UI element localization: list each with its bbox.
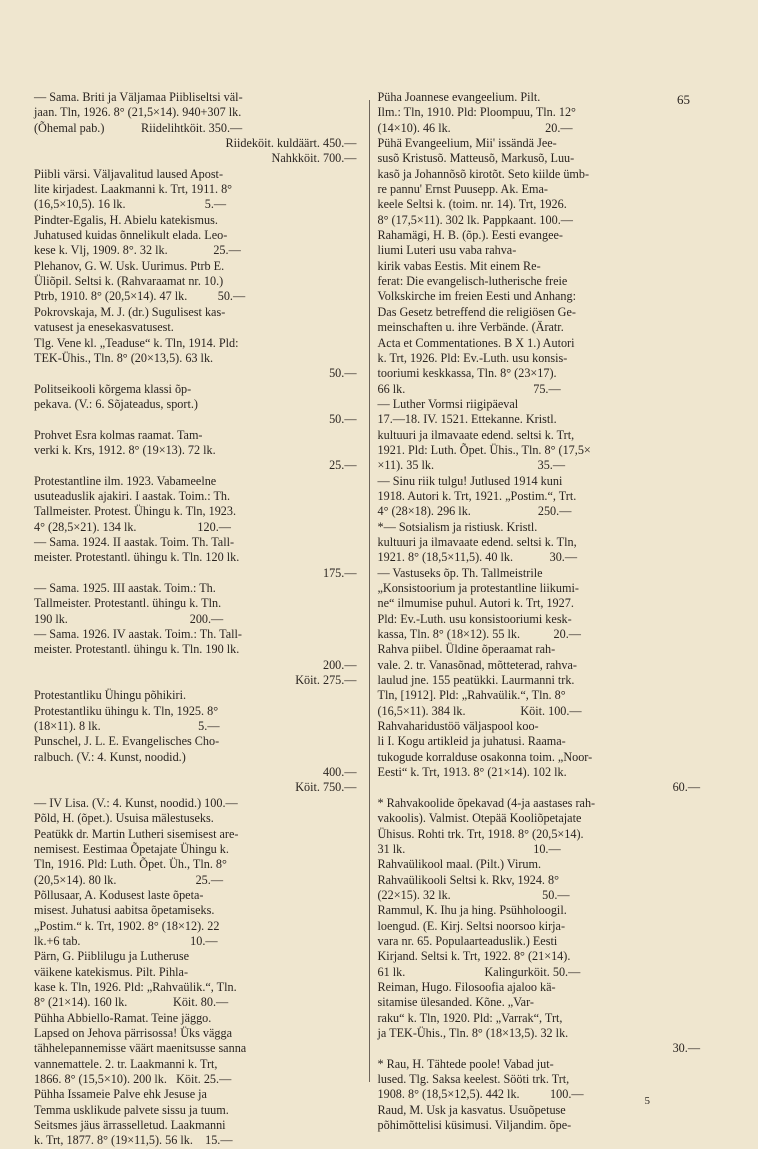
bibliography-entry <box>34 811 357 888</box>
entry-line: 200.— <box>322 657 357 672</box>
entry-line: tooriumi keskkassa, Tln. 8° (23×17). <box>377 366 557 381</box>
entry-line: Nahkköit. 700.— <box>271 151 357 166</box>
entry-line: 8° (17,5×11). 302 lk. Pappkaant. 100.— <box>377 212 573 227</box>
entry-line: (20,5×14). 80 lk. 25.— <box>34 872 224 887</box>
entry-line: kese k. Vlj, 1909. 8°. 32 lk. 25.— <box>34 243 241 258</box>
bibliography-entry <box>378 903 701 980</box>
entry-line: kassa, Tln. 8° (18×12). 55 lk. 20.— <box>377 627 581 642</box>
bibliography-entry <box>34 305 357 382</box>
entry-line: misest. Juhatusi aabitsa õpetamiseks. <box>34 903 215 918</box>
bibliography-entry <box>34 688 357 734</box>
entry-line: meinschaften u. ihre Verbände. (Äratr. <box>377 320 564 335</box>
entry-line: ×11). 35 lk. 35.— <box>377 458 566 473</box>
entry-line: (14×10). 46 lk. 20.— <box>377 120 573 135</box>
entry-line: Acta et Commentationes. B X 1.) Autori <box>377 335 575 350</box>
entry-line: Prohvet Esra kolmas raamat. Tam- <box>34 427 203 442</box>
entry-line: sitamise ülesanded. Kõne. „Var- <box>377 995 534 1010</box>
bibliography-entry <box>34 90 357 167</box>
entry-line: 50.— <box>329 412 357 427</box>
entry-line: 4° (28×18). 296 lk. 250.— <box>377 504 572 519</box>
entry-line: Kirjand. Seltsi k. Trt, 1922. 8° (21×14). <box>377 949 571 964</box>
entry-line: Tln, 1916. Pld: Luth. Õpet. Üh., Tln. 8° <box>34 857 227 872</box>
entry-line: Plehanov, G. W. Usk. Uurimus. Ptrb E. <box>34 258 225 273</box>
entry-line: vatusest ja enesekasvatusest. <box>34 320 174 335</box>
entry-line: Ühisus. Rohti trk. Trt, 1918. 8° (20,5×14). <box>377 826 584 841</box>
bibliography-entry <box>34 888 357 949</box>
entry-line: põhimõttelisi küsimusi. Viljandim. õpe- <box>377 1118 572 1133</box>
bibliography-entry <box>378 980 701 1057</box>
entry-line: 66 lk. 75.— <box>377 381 561 396</box>
entry-line: kultuuri ja ilmavaate edend. seltsi k. Trt, <box>377 427 575 442</box>
bibliography-entry <box>34 474 357 535</box>
entry-line: Raud, M. Usk ja kasvatus. Usuõpetuse <box>377 1102 566 1117</box>
bibliography-entry <box>378 397 701 474</box>
entry-line: Püha Joannese evangeelium. Pilt. <box>377 90 541 104</box>
entry-line: Rahamägi, H. B. (õp.). Eesti evangee- <box>377 228 563 243</box>
entry-line: verki k. Krs, 1912. 8° (19×13). 72 lk. <box>34 442 216 457</box>
entry-line: jaan. Tln, 1926. 8° (21,5×14). 940+307 lk. <box>34 105 242 120</box>
entry-line: Seitsmes jäus ärrasselletud. Laakmanni <box>34 1118 226 1133</box>
entry-line: Rahva piibel. Üldine õperaamat rah- <box>377 642 556 657</box>
entry-line: 175.— <box>322 565 357 580</box>
entry-line: — IV Lisa. (V.: 4. Kunst, noodid.) 100.— <box>34 795 238 810</box>
entry-line: vara nr. 65. Populaarteaduslik.) Eesti <box>377 933 558 948</box>
bibliography-entry <box>378 1103 701 1134</box>
entry-line: * Rahvakoolide õpekavad (4-ja aastases rah- <box>377 795 596 810</box>
entry-line: Protestantliku Ühingu põhikiri. <box>34 688 186 703</box>
entry-line: ferat: Die evangelisch-lutherische freie <box>377 274 568 289</box>
entry-line: (18×11). 8 lk. 5.— <box>34 719 220 734</box>
entry-line: Rahvaülikool maal. (Pilt.) Virum. <box>377 857 542 872</box>
bibliography-entry <box>378 719 701 796</box>
entry-line: k. Trt, 1877. 8° (19×11,5). 56 lk. 15.— <box>34 1133 233 1148</box>
entry-line: Põld, H. (õpet.). Usuisa mälestuseks. <box>34 811 214 826</box>
left-column <box>34 90 365 1148</box>
entry-line: Piibli värsi. Väljavalitud laused Apost- <box>34 166 224 181</box>
bibliography-entry <box>378 474 701 520</box>
bibliography-entry <box>378 566 701 643</box>
entry-line: tähhelepannemisse väärt maenitsusse sanna <box>34 1041 247 1056</box>
entry-line: nemisest. Eestimaa Õpetajate Ühingu k. <box>34 841 229 856</box>
entry-line: vakoolis). Valmist. Otepää Kooliõpetajate <box>377 811 582 826</box>
entry-line: Köit. 275.— <box>295 673 357 688</box>
entry-line: Eesti“ k. Trt, 1913. 8° (21×14). 102 lk. <box>377 765 567 780</box>
entry-line: 50.— <box>329 366 357 381</box>
bibliography-entry <box>34 167 357 213</box>
entry-line: Tallmeister. Protestantl. ühingu k. Tln. <box>34 596 222 611</box>
entry-line: 190 lk. 200.— <box>34 611 224 626</box>
entry-line: 1921. Pld: Luth. Õpet. Ühis., Tln. 8° (17,5× <box>377 442 591 457</box>
entry-line: vannemattele. 2. tr. Laakmanni k. Trt, <box>34 1056 218 1071</box>
entry-line: Tallmeister. Protest. Ühingu k. Tln, 1923. <box>34 504 237 519</box>
entry-line: Lapsed on Jehova pärrisossa! Üks vägga <box>34 1025 232 1040</box>
bibliography-entry <box>378 228 701 397</box>
entry-line: 8° (21×14). 160 lk. Köit. 80.— <box>34 995 229 1010</box>
entry-line: kultuuri ja ilmavaate edend. seltsi k. Tln, <box>377 534 577 549</box>
bibliography-entry <box>34 581 357 627</box>
bibliography-entry <box>378 90 701 136</box>
entry-line: ne“ ilmumise puhul. Autori k. Trt, 1927. <box>377 596 574 611</box>
bibliography-entry <box>34 213 357 259</box>
entry-line: lk.+6 tab. 10.— <box>34 933 218 948</box>
entry-line: (16,5×11). 384 lk. Köit. 100.— <box>377 703 582 718</box>
entry-line: Pokrovskaja, M. J. (dr.) Sugulisest kas- <box>34 304 226 319</box>
entry-line: Temma usklikude palvete sissu ja tuum. <box>34 1102 229 1117</box>
entry-line: ralbuch. (V.: 4. Kunst, noodid.) <box>34 749 186 764</box>
entry-line: 1866. 8° (15,5×10). 200 lk. Köit. 25.— <box>34 1072 232 1086</box>
bibliography-entry <box>34 382 357 428</box>
entry-line: 17.—18. IV. 1521. Ettekanne. Kristl. <box>377 412 557 427</box>
entry-line: ja TEK-Ühis., Tln. 8° (18×13,5). 32 lk. <box>377 1025 569 1040</box>
entry-line: Politseikooli kõrgema klassi õp- <box>34 381 192 396</box>
entry-line: — Sama. 1925. III aastak. Toim.: Th. <box>34 581 216 595</box>
signature-mark: 5 <box>644 1095 650 1107</box>
entry-line: meister. Protestantl. ühingu k. Tln. 190 lk. <box>34 642 240 657</box>
entry-line: Pühha Abbiello-Ramat. Teine jäggo. <box>34 1010 212 1025</box>
entry-line: — Sinu riik tulgu! Jutlused 1914 kuni <box>377 473 563 488</box>
entry-line: väikene katekismus. Pilt. Pihla- <box>34 964 189 979</box>
entry-line: Punschel, J. L. E. Evangelisches Cho- <box>34 734 220 749</box>
bibliography-entry <box>34 1011 357 1088</box>
entry-line: laulud jne. 155 peatükki. Laurmanni trk. <box>377 673 575 688</box>
entry-line: Pindter-Egalis, H. Abielu katekismus. <box>34 212 218 227</box>
entry-line: — Sama. 1926. IV aastak. Toim.: Th. Tall- <box>34 627 242 642</box>
entry-line: Reiman, Hugo. Filosoofia ajaloo kä- <box>377 979 556 994</box>
column-divider <box>369 100 370 1082</box>
bibliography-entry <box>34 796 357 811</box>
entry-line: vale. 2. tr. Vanasõnad, mõtteterad, rahva- <box>377 657 577 672</box>
entry-line: *— Sotsialism ja ristiusk. Kristl. <box>377 519 538 534</box>
bibliography-entry <box>378 520 701 566</box>
bibliography-entry <box>378 642 701 719</box>
entry-line: Pühä Evangeelium, Mii' issändä Jee- <box>377 136 557 151</box>
entry-line: (16,5×10,5). 16 lk. 5.— <box>34 197 227 212</box>
entry-line: kirik vabas Eestis. Mit einem Re- <box>377 258 541 273</box>
entry-line: 25.— <box>329 458 357 473</box>
bibliography-entry <box>34 259 357 305</box>
entry-line: usuteaduslik ajakiri. I aastak. Toim.: Th. <box>34 488 231 503</box>
entry-line: „Konsistoorium ja protestantline liikumi- <box>377 581 579 595</box>
entry-line: Rahvaülikooli Seltsi k. Rkv, 1924. 8° <box>377 872 559 887</box>
entry-line: lused. Tlg. Saksa keelest. Sööti trk. Trt, <box>377 1072 570 1086</box>
entry-line: loengud. (E. Kirj. Seltsi noorsoo kirja- <box>377 918 566 933</box>
entry-line: — Sama. 1924. II aastak. Toim. Th. Tall- <box>34 534 235 549</box>
bibliography-entry <box>378 136 701 228</box>
bibliography-entry <box>34 627 357 688</box>
bibliography-entry <box>34 734 357 795</box>
entry-line: „Postim.“ k. Trt, 1902. 8° (18×12). 22 <box>34 918 220 933</box>
entry-line: keele Seltsi k. (toim. nr. 14). Trt, 1926. <box>377 197 567 212</box>
bibliography-entry <box>378 1057 701 1103</box>
entry-line: susõ Kristusõ. Matteusõ, Markusõ, Luu- <box>377 151 575 166</box>
entry-line: Tlg. Vene kl. „Teaduse“ k. Tln, 1914. Pld: <box>34 335 239 350</box>
entry-line: re pannu' Ernst Puusepp. Ak. Ema- <box>377 182 548 197</box>
entry-line: tukogude korralduse osakonna toim. „Noor- <box>377 749 593 764</box>
entry-line: k. Trt, 1926. Pld: Ev.-Luth. usu konsis- <box>377 350 568 365</box>
entry-line: lite kirjadest. Laakmanni k. Trt, 1911. 8° <box>34 182 233 197</box>
bibliography-entry <box>34 1087 357 1148</box>
entry-line: — Luther Vormsi riigipäeval <box>377 396 519 411</box>
entry-line: Pärn, G. Piiblilugu ja Lutheruse <box>34 949 190 964</box>
entry-line: Põllusaar, A. Kodusest laste õpeta- <box>34 887 204 902</box>
entry-line: liumi Luteri usu vaba rahva- <box>377 243 517 258</box>
entry-line: pekava. (V.: 6. Sõjateadus, sport.) <box>34 396 198 411</box>
entry-line: 1921. 8° (18,5×11,5). 40 lk. 30.— <box>377 550 578 565</box>
entry-line: 4° (28,5×21). 134 lk. 120.— <box>34 519 231 534</box>
entry-line: Rahvaharidustöö väljaspool koo- <box>377 719 539 734</box>
bibliography-entry <box>34 535 357 581</box>
entry-line: 61 lk. Kalingurköit. 50.— <box>377 964 581 979</box>
entry-line: kase k. Tln, 1926. Pld: „Rahvaülik.“, Tln. <box>34 979 237 994</box>
entry-line: Tln, [1912]. Pld: „Rahvaülik.“, Tln. 8° <box>377 688 566 703</box>
entry-line: Riideköit. kuldäärt. 450.— <box>225 136 357 151</box>
entry-line: * Rau, H. Tähtede poole! Vabad jut- <box>377 1056 554 1071</box>
entry-line: Pld: Ev.-Luth. usu konsistooriumi kesk- <box>377 611 572 626</box>
entry-line: (Õhemal pab.) Riidelihtköit. 350.— <box>34 120 243 135</box>
bibliography-entry <box>34 949 357 1010</box>
page-number: 65 <box>677 92 690 107</box>
entry-line: Ptrb, 1910. 8° (20,5×14). 47 lk. 50.— <box>34 289 246 304</box>
entry-line: Juhatused kuidas õnnelikult elada. Leo- <box>34 228 228 243</box>
entry-line: Pühha Issameie Palve ehk Jesuse ja <box>34 1087 207 1102</box>
entry-line: TEK-Ühis., Tln. 8° (20×13,5). 63 lk. <box>34 350 214 365</box>
entry-line: Ilm.: Tln, 1910. Pld: Ploompuu, Tln. 12° <box>377 105 576 120</box>
entry-line: — Sama. Briti ja Väljamaa Piibliseltsi väl- <box>34 90 243 104</box>
bibliography-entry <box>34 428 357 474</box>
entry-line: 1908. 8° (18,5×12,5). 442 lk. 100.— <box>377 1087 584 1102</box>
entry-line: (22×15). 32 lk. 50.— <box>377 887 570 902</box>
entry-line: Peatükk dr. Martin Lutheri sisemisest are- <box>34 826 239 841</box>
entry-line: 31 lk. 10.— <box>377 841 561 856</box>
right-column <box>377 90 701 1133</box>
bibliography-entry <box>378 857 701 903</box>
entry-line: 30.— <box>672 1041 700 1056</box>
entry-line: li I. Kogu artikleid ja juhatusi. Raama- <box>377 734 566 749</box>
entry-line: Volkskirche im freien Eesti und Anhang: <box>377 289 576 304</box>
two-column-text <box>34 90 700 1148</box>
entry-line: raku“ k. Tln, 1920. Pld: „Varrak“, Trt, <box>377 1010 563 1025</box>
entry-line: 1918. Autori k. Trt, 1921. „Postim.“, Trt. <box>377 488 577 503</box>
entry-line: 400.— <box>322 765 357 780</box>
entry-line: meister. Protestantl. ühingu k. Tln. 120 lk. <box>34 550 240 565</box>
entry-line: Das Gesetz betreffend die religiösen Ge- <box>377 304 576 319</box>
entry-line: Rammul, K. Ihu ja hing. Psühholoogil. <box>377 903 567 918</box>
entry-line: Protestantline ilm. 1923. Vabameelne <box>34 473 217 488</box>
entry-line: — Vastuseks õp. Th. Tallmeistrile <box>377 565 543 580</box>
bibliography-entry <box>378 796 701 857</box>
entry-line: Köit. 750.— <box>295 780 357 795</box>
entry-line: Protestantliku ühingu k. Tln, 1925. 8° <box>34 703 219 718</box>
entry-line: kasõ ja Johannõsõ kirotõt. Seto kiilde ümb- <box>377 166 590 181</box>
entry-line: 60.— <box>672 780 700 795</box>
entry-line: Üliõpil. Seltsi k. (Rahvaraamat nr. 10.) <box>34 274 224 289</box>
